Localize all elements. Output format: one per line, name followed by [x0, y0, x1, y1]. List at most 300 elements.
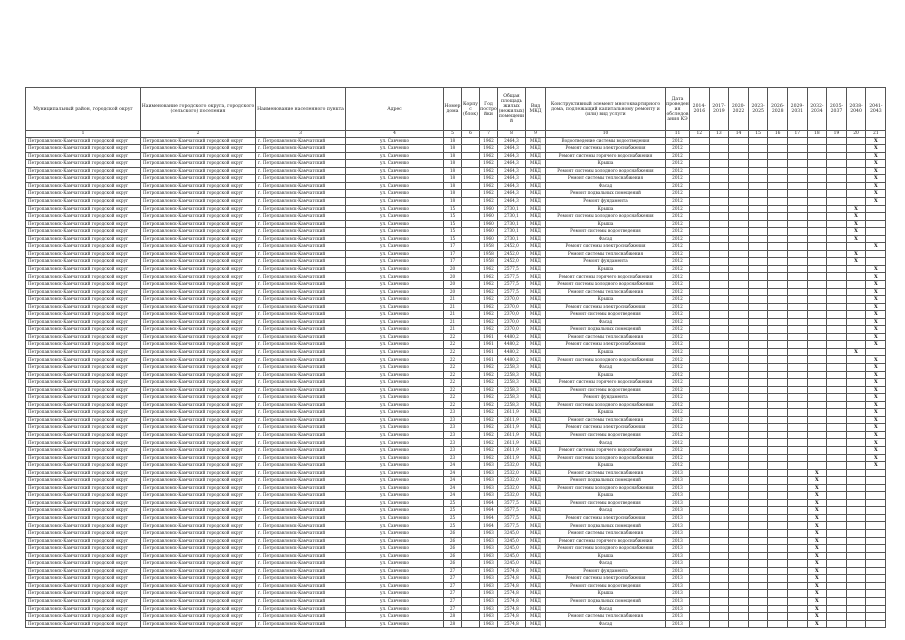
inspection-date-cell: 2012	[666, 250, 690, 258]
table-row	[26, 477, 886, 485]
period-cell	[729, 567, 749, 575]
address-cell: ул. Савченко	[346, 318, 444, 326]
locality-cell: г. Петропавловск-Камчатский	[256, 152, 346, 160]
address-cell: ул. Савченко	[346, 258, 444, 266]
building-kind-cell: МКД	[526, 326, 546, 334]
period-cell	[827, 235, 847, 243]
house-number-cell: 22	[444, 371, 462, 379]
period-cell: X	[866, 137, 886, 145]
column-number: 15	[748, 131, 768, 138]
period-cell	[846, 311, 866, 319]
period-cell	[748, 386, 768, 394]
settlement-cell: Петропавловск-Камчатский городской округ	[141, 590, 256, 598]
house-number-cell: 26	[444, 560, 462, 568]
period-cell	[729, 560, 749, 568]
inspection-date-cell: 2012	[666, 228, 690, 236]
period-cell	[709, 514, 729, 522]
building-kind-cell: МКД	[526, 567, 546, 575]
structural-element-cell: Ремонт системы холодного водоснабжения	[546, 484, 666, 492]
year-cell: 1961	[480, 341, 498, 349]
district-cell: Петропавловск-Камчатский городской округ	[26, 537, 141, 545]
settlement-cell: Петропавловск-Камчатский городской округ	[141, 545, 256, 553]
building-kind-cell: МКД	[526, 182, 546, 190]
period-cell	[827, 469, 847, 477]
table-row	[26, 258, 886, 266]
area-cell: 2464,3	[498, 167, 526, 175]
period-cell	[729, 575, 749, 583]
house-number-cell: 17	[444, 258, 462, 266]
period-cell	[748, 394, 768, 402]
locality-cell: г. Петропавловск-Камчатский	[256, 137, 346, 145]
address-cell: ул. Савченко	[346, 605, 444, 613]
area-cell: 3577,5	[498, 507, 526, 515]
block-cell	[462, 318, 480, 326]
period-cell	[729, 167, 749, 175]
area-cell: 3577,5	[498, 522, 526, 530]
area-cell: 2730,1	[498, 235, 526, 243]
period-cell	[748, 590, 768, 598]
period-cell	[827, 167, 847, 175]
period-cell	[709, 447, 729, 455]
period-cell	[846, 416, 866, 424]
period-cell	[709, 288, 729, 296]
period-cell	[729, 401, 749, 409]
inspection-date-cell: 2012	[666, 416, 690, 424]
block-cell	[462, 379, 480, 387]
period-cell	[748, 499, 768, 507]
building-kind-cell: МКД	[526, 416, 546, 424]
period-cell	[807, 364, 827, 372]
district-cell: Петропавловск-Камчатский городской округ	[26, 371, 141, 379]
address-cell: ул. Савченко	[346, 431, 444, 439]
settlement-cell: Петропавловск-Камчатский городской округ	[141, 499, 256, 507]
address-cell: ул. Савченко	[346, 530, 444, 538]
table-row	[26, 364, 886, 372]
inspection-date-cell: 2012	[666, 258, 690, 266]
address-cell: ул. Савченко	[346, 409, 444, 417]
table-row	[26, 620, 886, 628]
period-cell	[846, 454, 866, 462]
address-cell: ул. Савченко	[346, 477, 444, 485]
structural-element-cell: Водоотведение системы водоотведения	[546, 137, 666, 145]
period-cell: X	[846, 213, 866, 221]
period-cell	[827, 197, 847, 205]
year-cell: 1963	[480, 575, 498, 583]
period-cell	[807, 424, 827, 432]
year-cell: 1960	[480, 220, 498, 228]
locality-cell: г. Петропавловск-Камчатский	[256, 167, 346, 175]
period-cell	[690, 575, 710, 583]
period-cell	[787, 190, 807, 198]
district-cell: Петропавловск-Камчатский городской округ	[26, 613, 141, 621]
settlement-cell: Петропавловск-Камчатский городской округ	[141, 145, 256, 153]
period-cell	[827, 273, 847, 281]
settlement-cell: Петропавловск-Камчатский городской округ	[141, 250, 256, 258]
year-cell: 1963	[480, 552, 498, 560]
period-cell: X	[866, 462, 886, 470]
period-cell	[846, 560, 866, 568]
repair-program-table	[25, 87, 886, 628]
period-cell	[846, 182, 866, 190]
table-row	[26, 265, 886, 273]
period-cell	[709, 401, 729, 409]
period-cell	[690, 582, 710, 590]
inspection-date-cell: 2012	[666, 160, 690, 168]
address-cell: ул. Савченко	[346, 137, 444, 145]
address-cell: ул. Савченко	[346, 507, 444, 515]
period-cell	[748, 175, 768, 183]
house-number-cell: 23	[444, 409, 462, 417]
period-cell: X	[866, 409, 886, 417]
block-cell	[462, 620, 480, 628]
table-row	[26, 394, 886, 402]
building-kind-cell: МКД	[526, 303, 546, 311]
period-cell: X	[846, 348, 866, 356]
column-number: 10	[546, 131, 666, 138]
period-cell: X	[866, 303, 886, 311]
period-cell: X	[807, 514, 827, 522]
year-cell: 1961	[480, 356, 498, 364]
building-kind-cell: МКД	[526, 582, 546, 590]
period-cell	[768, 484, 788, 492]
address-cell: ул. Савченко	[346, 545, 444, 553]
column-number: 9	[526, 131, 546, 138]
settlement-cell: Петропавловск-Камчатский городской округ	[141, 567, 256, 575]
period-cell	[768, 401, 788, 409]
period-cell	[827, 462, 847, 470]
period-cell	[768, 280, 788, 288]
structural-element-cell: Фасад	[546, 620, 666, 628]
period-cell	[748, 409, 768, 417]
period-cell: X	[846, 250, 866, 258]
period-cell	[729, 409, 749, 417]
period-cell	[748, 326, 768, 334]
year-cell: 1963	[480, 560, 498, 568]
inspection-date-cell: 2012	[666, 447, 690, 455]
building-kind-cell: МКД	[526, 235, 546, 243]
period-cell	[827, 575, 847, 583]
period-cell	[729, 288, 749, 296]
district-cell: Петропавловск-Камчатский городской округ	[26, 424, 141, 432]
area-cell: 2577,5	[498, 265, 526, 273]
address-cell: ул. Савченко	[346, 303, 444, 311]
period-cell	[690, 530, 710, 538]
locality-cell: г. Петропавловск-Камчатский	[256, 296, 346, 304]
address-cell: ул. Савченко	[346, 220, 444, 228]
area-cell: 2532,0	[498, 477, 526, 485]
period-cell: X	[866, 175, 886, 183]
period-cell	[709, 348, 729, 356]
locality-cell: г. Петропавловск-Камчатский	[256, 326, 346, 334]
area-cell: 3245,0	[498, 545, 526, 553]
column-header: 2014-2016	[690, 88, 710, 131]
period-cell: X	[866, 431, 886, 439]
period-cell	[787, 613, 807, 621]
address-cell: ул. Савченко	[346, 499, 444, 507]
district-cell: Петропавловск-Камчатский городской округ	[26, 545, 141, 553]
area-cell: 2452,0	[498, 243, 526, 251]
structural-element-cell: Ремонт системы теплоснабжения	[546, 530, 666, 538]
table-row	[26, 582, 886, 590]
district-cell: Петропавловск-Камчатский городской округ	[26, 228, 141, 236]
year-cell: 1961	[480, 333, 498, 341]
period-cell	[768, 220, 788, 228]
address-cell: ул. Савченко	[346, 447, 444, 455]
structural-element-cell: Крыша	[546, 552, 666, 560]
inspection-date-cell: 2012	[666, 348, 690, 356]
building-kind-cell: МКД	[526, 424, 546, 432]
period-cell	[729, 296, 749, 304]
inspection-date-cell: 2012	[666, 401, 690, 409]
structural-element-cell: Ремонт системы горячего водоснабжения	[546, 447, 666, 455]
building-kind-cell: МКД	[526, 537, 546, 545]
inspection-date-cell: 2013	[666, 567, 690, 575]
house-number-cell: 15	[444, 220, 462, 228]
period-cell	[787, 469, 807, 477]
table-row	[26, 243, 886, 251]
block-cell	[462, 439, 480, 447]
settlement-cell: Петропавловск-Камчатский городской округ	[141, 182, 256, 190]
house-number-cell: 27	[444, 590, 462, 598]
inspection-date-cell: 2012	[666, 364, 690, 372]
building-kind-cell: МКД	[526, 228, 546, 236]
house-number-cell: 22	[444, 356, 462, 364]
year-cell: 1963	[480, 484, 498, 492]
period-cell: X	[866, 401, 886, 409]
area-cell: 4480,2	[498, 356, 526, 364]
period-cell	[729, 364, 749, 372]
block-cell	[462, 182, 480, 190]
period-cell	[768, 522, 788, 530]
period-cell	[690, 560, 710, 568]
block-cell	[462, 265, 480, 273]
period-cell	[787, 590, 807, 598]
period-cell	[709, 537, 729, 545]
house-number-cell: 23	[444, 424, 462, 432]
table-row	[26, 469, 886, 477]
period-cell	[768, 160, 788, 168]
period-cell: X	[846, 258, 866, 266]
period-cell	[690, 567, 710, 575]
locality-cell: г. Петропавловск-Камчатский	[256, 469, 346, 477]
inspection-date-cell: 2013	[666, 575, 690, 583]
area-cell: 2258,3	[498, 364, 526, 372]
area-cell: 4480,2	[498, 348, 526, 356]
period-cell	[807, 235, 827, 243]
settlement-cell: Петропавловск-Камчатский городской округ	[141, 552, 256, 560]
period-cell	[866, 552, 886, 560]
table-row	[26, 348, 886, 356]
period-cell	[827, 160, 847, 168]
district-cell: Петропавловск-Камчатский городской округ	[26, 205, 141, 213]
block-cell	[462, 341, 480, 349]
period-cell	[768, 605, 788, 613]
period-cell	[690, 235, 710, 243]
period-cell	[709, 190, 729, 198]
table-row	[26, 439, 886, 447]
area-cell: 2730,1	[498, 205, 526, 213]
table-row	[26, 250, 886, 258]
period-cell	[807, 318, 827, 326]
table-row	[26, 447, 886, 455]
column-header: 2032-2034	[807, 88, 827, 131]
address-cell: ул. Савченко	[346, 235, 444, 243]
year-cell: 1964	[480, 499, 498, 507]
period-cell	[709, 235, 729, 243]
period-cell	[787, 228, 807, 236]
address-cell: ул. Савченко	[346, 145, 444, 153]
year-cell: 1961	[480, 348, 498, 356]
settlement-cell: Петропавловск-Камчатский городской округ	[141, 424, 256, 432]
inspection-date-cell: 2013	[666, 530, 690, 538]
period-cell	[690, 454, 710, 462]
district-cell: Петропавловск-Камчатский городской округ	[26, 311, 141, 319]
inspection-date-cell: 2013	[666, 499, 690, 507]
period-cell	[748, 597, 768, 605]
area-cell: 3245,0	[498, 530, 526, 538]
period-cell	[787, 454, 807, 462]
area-cell: 3245,0	[498, 552, 526, 560]
house-number-cell: 28	[444, 620, 462, 628]
structural-element-cell: Ремонт системы электроснабжения	[546, 145, 666, 153]
year-cell: 1963	[480, 567, 498, 575]
address-cell: ул. Савченко	[346, 552, 444, 560]
year-cell: 1962	[480, 280, 498, 288]
structural-element-cell: Крыша	[546, 371, 666, 379]
structural-element-cell: Ремонт системы холодного водоснабжения	[546, 356, 666, 364]
area-cell: 2532,0	[498, 492, 526, 500]
period-cell	[768, 228, 788, 236]
locality-cell: г. Петропавловск-Камчатский	[256, 567, 346, 575]
address-cell: ул. Савченко	[346, 582, 444, 590]
period-cell	[827, 613, 847, 621]
structural-element-cell: Ремонт системы теплоснабжения	[546, 416, 666, 424]
period-cell	[729, 348, 749, 356]
column-number-row	[26, 131, 886, 138]
period-cell	[748, 575, 768, 583]
period-cell	[709, 152, 729, 160]
period-cell	[768, 326, 788, 334]
block-cell	[462, 545, 480, 553]
period-cell	[807, 311, 827, 319]
locality-cell: г. Петропавловск-Камчатский	[256, 620, 346, 628]
year-cell: 1963	[480, 462, 498, 470]
period-cell	[846, 341, 866, 349]
block-cell	[462, 590, 480, 598]
table-row	[26, 333, 886, 341]
period-cell	[768, 145, 788, 153]
block-cell	[462, 175, 480, 183]
period-cell	[846, 356, 866, 364]
address-cell: ул. Савченко	[346, 424, 444, 432]
period-cell	[787, 265, 807, 273]
period-cell	[866, 597, 886, 605]
building-kind-cell: МКД	[526, 190, 546, 198]
locality-cell: г. Петропавловск-Камчатский	[256, 235, 346, 243]
period-cell: X	[846, 220, 866, 228]
period-cell	[846, 582, 866, 590]
structural-element-cell: Ремонт системы горячего водоснабжения	[546, 273, 666, 281]
period-cell	[768, 431, 788, 439]
period-cell	[768, 379, 788, 387]
period-cell	[846, 394, 866, 402]
period-cell	[748, 348, 768, 356]
period-cell	[768, 492, 788, 500]
period-cell	[768, 454, 788, 462]
period-cell	[846, 175, 866, 183]
house-number-cell: 18	[444, 160, 462, 168]
settlement-cell: Петропавловск-Камчатский городской округ	[141, 175, 256, 183]
house-number-cell: 22	[444, 386, 462, 394]
period-cell: X	[866, 424, 886, 432]
district-cell: Петропавловск-Камчатский городской округ	[26, 522, 141, 530]
inspection-date-cell: 2012	[666, 431, 690, 439]
period-cell	[787, 220, 807, 228]
period-cell	[690, 182, 710, 190]
block-cell	[462, 514, 480, 522]
period-cell	[827, 507, 847, 515]
area-cell: 2370,0	[498, 296, 526, 304]
settlement-cell: Петропавловск-Камчатский городской округ	[141, 318, 256, 326]
table-row	[26, 182, 886, 190]
structural-element-cell: Фасад	[546, 318, 666, 326]
block-cell	[462, 582, 480, 590]
period-cell: X	[866, 145, 886, 153]
area-cell: 2611,9	[498, 416, 526, 424]
inspection-date-cell: 2012	[666, 303, 690, 311]
period-cell	[709, 145, 729, 153]
period-cell	[846, 552, 866, 560]
period-cell	[709, 258, 729, 266]
period-cell	[709, 560, 729, 568]
district-cell: Петропавловск-Камчатский городской округ	[26, 152, 141, 160]
table-row	[26, 205, 886, 213]
locality-cell: г. Петропавловск-Камчатский	[256, 356, 346, 364]
building-kind-cell: МКД	[526, 258, 546, 266]
locality-cell: г. Петропавловск-Камчатский	[256, 182, 346, 190]
period-cell	[827, 326, 847, 334]
period-cell	[807, 454, 827, 462]
structural-element-cell: Ремонт системы теплоснабжения	[546, 613, 666, 621]
period-cell	[807, 137, 827, 145]
district-cell: Петропавловск-Камчатский городской округ	[26, 620, 141, 628]
building-kind-cell: МКД	[526, 333, 546, 341]
year-cell: 1963	[480, 537, 498, 545]
period-cell	[846, 243, 866, 251]
table-row	[26, 220, 886, 228]
address-cell: ул. Савченко	[346, 341, 444, 349]
area-cell: 2370,0	[498, 318, 526, 326]
house-number-cell: 22	[444, 333, 462, 341]
inspection-date-cell: 2012	[666, 424, 690, 432]
period-cell: X	[846, 235, 866, 243]
period-cell	[690, 288, 710, 296]
period-cell: X	[807, 507, 827, 515]
period-cell	[690, 379, 710, 387]
settlement-cell: Петропавловск-Камчатский городской округ	[141, 462, 256, 470]
period-cell: X	[807, 499, 827, 507]
locality-cell: г. Петропавловск-Камчатский	[256, 333, 346, 341]
building-kind-cell: МКД	[526, 530, 546, 538]
block-cell	[462, 484, 480, 492]
building-kind-cell: МКД	[526, 205, 546, 213]
address-cell: ул. Савченко	[346, 228, 444, 236]
period-cell	[709, 620, 729, 628]
period-cell	[709, 205, 729, 213]
structural-element-cell: Фасад	[546, 182, 666, 190]
period-cell	[709, 597, 729, 605]
period-cell	[866, 348, 886, 356]
